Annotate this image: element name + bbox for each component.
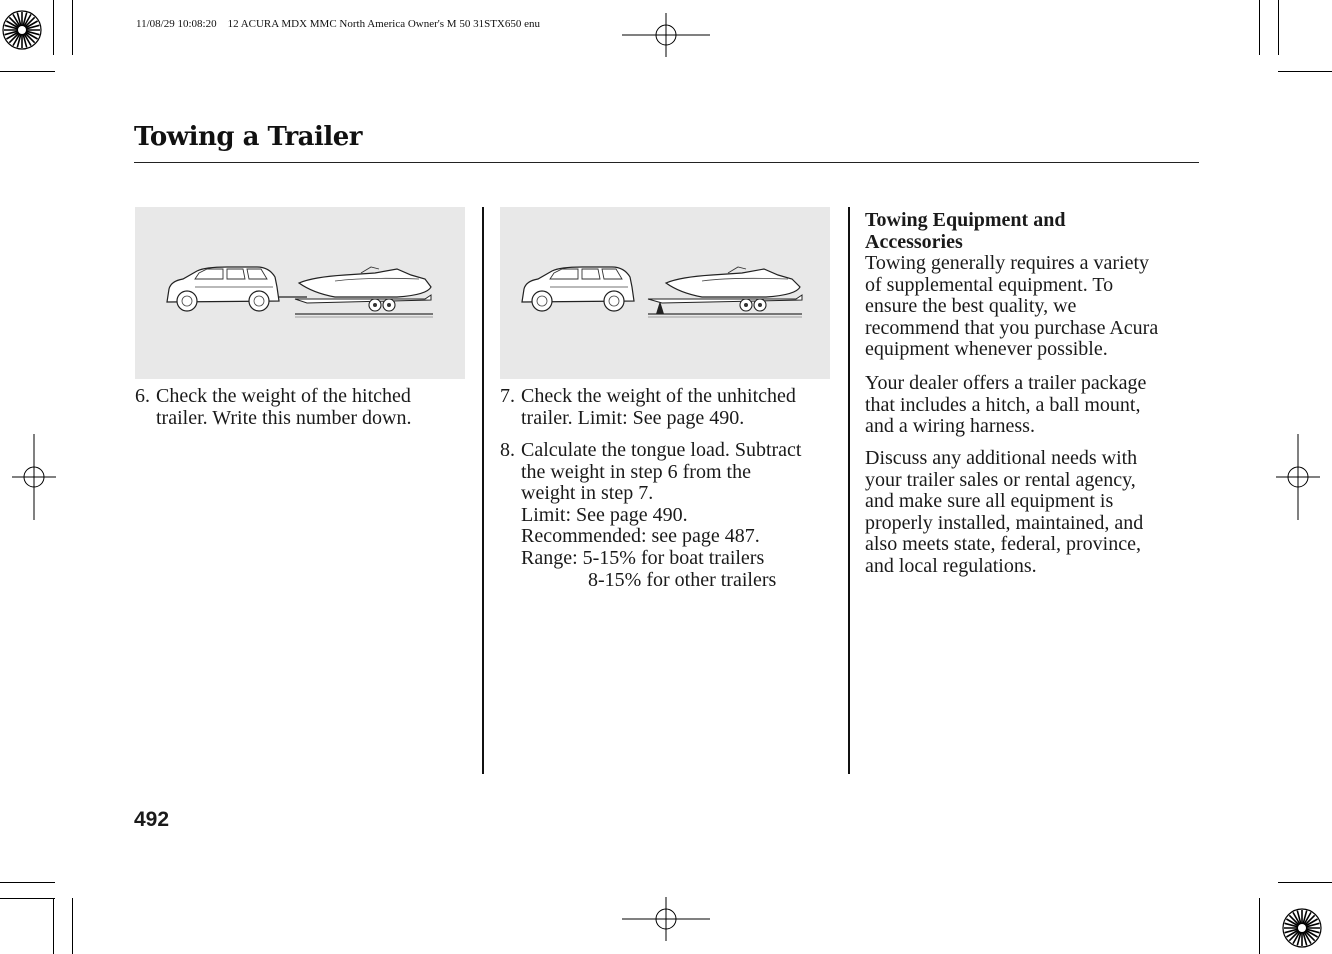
step-number: 6. <box>135 385 150 407</box>
starburst-target-icon <box>0 10 52 50</box>
paragraph-additional-needs: Discuss any additional needs with your trailer sales or rental agency, and make sure all equipment is properly installed, maintained, and also meets state, federal, province, and local regulations. <box>865 447 1144 577</box>
crop-mark-icon <box>1259 898 1260 954</box>
crop-mark-icon <box>72 898 73 954</box>
step-text: Calculate the tongue load. Subtract the weight in step 6 from the weight in step 7. Limit: See page 490. Recommended: see page 487. Range: 5-15% for boat trailers 8-15% for other trailers <box>521 439 802 591</box>
column-divider <box>482 207 484 774</box>
starburst-target-icon <box>1280 906 1332 950</box>
title-divider <box>134 162 1199 163</box>
registration-mark-icon <box>622 897 710 941</box>
registration-mark-icon <box>1276 434 1320 520</box>
crop-mark-icon <box>1278 71 1332 72</box>
figure-hitched-trailer <box>135 207 465 379</box>
crop-mark-icon <box>1278 0 1279 55</box>
crop-mark-icon <box>53 898 54 954</box>
suv-and-unhitched-boat-illustration <box>500 207 830 379</box>
step-number: 7. <box>500 385 515 407</box>
paragraph-equipment: Towing generally requires a variety of supplemental equipment. To ensure the best quality, we recommend that you purchase Acura equipment whenever possible. <box>865 252 1159 361</box>
crop-mark-icon <box>1278 882 1332 883</box>
step-text: Check the weight of the hitched trailer. Write this number down. <box>156 385 412 429</box>
crop-mark-icon <box>0 898 55 899</box>
column-divider <box>848 207 850 774</box>
page-number: 492 <box>134 808 170 831</box>
figure-unhitched-trailer <box>500 207 830 379</box>
crop-mark-icon <box>72 0 73 55</box>
suv-towing-boat-illustration <box>135 207 465 379</box>
step-text: Check the weight of the unhitched trailer. Limit: See page 490. <box>521 385 796 429</box>
crop-mark-icon <box>53 0 54 55</box>
paragraph-dealer: Your dealer offers a trailer package that includes a hitch, a ball mount, and a wiring harness. <box>865 372 1147 438</box>
crop-mark-icon <box>1259 0 1260 55</box>
section-heading: Towing Equipment and Accessories <box>865 209 1066 253</box>
crop-mark-icon <box>0 882 55 883</box>
page-title: Towing a Trailer <box>134 122 362 152</box>
print-slug: 11/08/29 10:08:20 12 ACURA MDX MMC North America Owner's M 50 31STX650 enu <box>136 18 540 30</box>
registration-mark-icon <box>622 13 710 57</box>
crop-mark-icon <box>0 71 55 72</box>
step-number: 8. <box>500 439 515 461</box>
registration-mark-icon <box>12 434 56 520</box>
